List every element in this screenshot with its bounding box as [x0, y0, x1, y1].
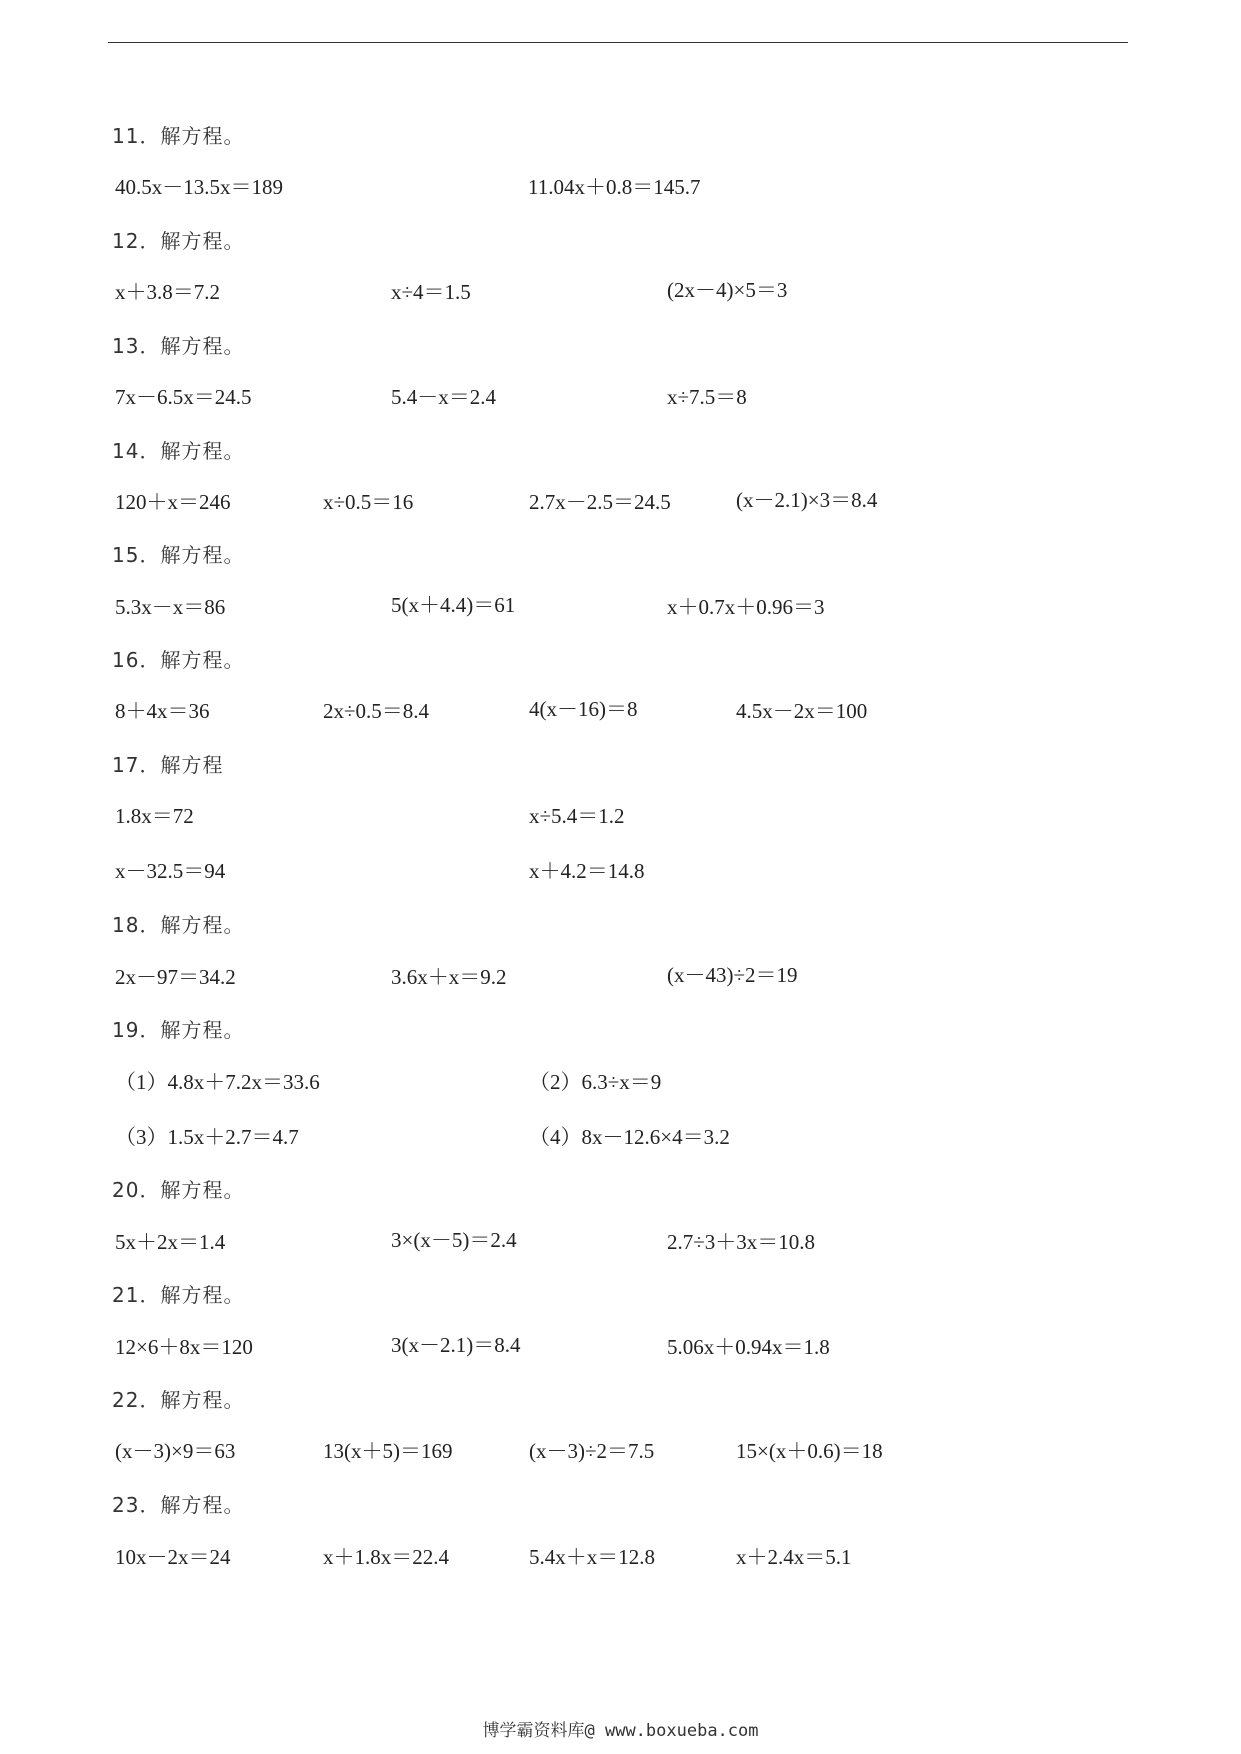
- problem-14-eq-1: 120＋x＝246: [115, 490, 231, 514]
- problem-12-heading: 12．解方程。: [112, 229, 245, 253]
- problem-16-eq-3: 4(x－16)＝8: [529, 697, 638, 721]
- problem-23-eq-3: 5.4x＋x＝12.8: [529, 1545, 655, 1569]
- problem-20-eq-2: 3×(x－5)＝2.4: [391, 1228, 517, 1252]
- problem-22-eq-1: (x－3)×9＝63: [115, 1439, 236, 1463]
- problem-13-eq-2: 5.4－x＝2.4: [391, 385, 496, 409]
- problem-21-heading: 21．解方程。: [112, 1283, 245, 1307]
- problem-23-eq-4: x＋2.4x＝5.1: [736, 1545, 852, 1569]
- problem-19-eq-2: （2）6.3÷x＝9: [529, 1070, 662, 1094]
- problem-19-eq-1: （1）4.8x＋7.2x＝33.6: [115, 1070, 320, 1094]
- problem-17-heading: 17．解方程: [112, 753, 224, 777]
- problem-23-eq-2: x＋1.8x＝22.4: [323, 1545, 449, 1569]
- problem-11-heading: 11．解方程。: [112, 124, 245, 148]
- problem-15-eq-1: 5.3x－x＝86: [115, 595, 226, 619]
- problem-19-eq-4: （4）8x－12.6×4＝3.2: [529, 1125, 730, 1149]
- header-rule: [108, 42, 1128, 43]
- problem-22-eq-2: 13(x＋5)＝169: [323, 1439, 453, 1463]
- problem-16-eq-4: 4.5x－2x＝100: [736, 699, 868, 723]
- problem-20-eq-1: 5x＋2x＝1.4: [115, 1230, 226, 1254]
- footer-watermark: 博学霸资料库@ www.boxueba.com: [482, 1721, 759, 1741]
- problem-19-heading: 19．解方程。: [112, 1018, 245, 1042]
- problem-18-eq-3: (x－43)÷2＝19: [667, 963, 798, 987]
- problem-14-eq-4: (x－2.1)×3＝8.4: [736, 488, 878, 512]
- problem-12-eq-3: (2x－4)×5＝3: [667, 278, 788, 302]
- problem-21-eq-3: 5.06x＋0.94x＝1.8: [667, 1335, 830, 1359]
- problem-13-eq-3: x÷7.5＝8: [667, 385, 747, 409]
- problem-13-heading: 13．解方程。: [112, 334, 245, 358]
- problem-11-eq-2: 11.04x＋0.8＝145.7: [528, 175, 701, 199]
- problem-14-eq-3: 2.7x－2.5＝24.5: [529, 490, 671, 514]
- problem-21-eq-2: 3(x－2.1)＝8.4: [391, 1333, 521, 1357]
- problem-17-eq-3: x－32.5＝94: [115, 859, 226, 883]
- problem-18-eq-2: 3.6x＋x＝9.2: [391, 965, 507, 989]
- problem-22-eq-4: 15×(x＋0.6)＝18: [736, 1439, 883, 1463]
- problem-14-eq-2: x÷0.5＝16: [323, 490, 414, 514]
- problem-12-eq-1: x＋3.8＝7.2: [115, 280, 220, 304]
- problem-17-eq-4: x＋4.2＝14.8: [529, 859, 645, 883]
- problem-12-eq-2: x÷4＝1.5: [391, 280, 471, 304]
- problem-16-eq-1: 8＋4x＝36: [115, 699, 210, 723]
- problem-17-eq-1: 1.8x＝72: [115, 804, 194, 828]
- problem-22-eq-3: (x－3)÷2＝7.5: [529, 1439, 655, 1463]
- problem-15-eq-2: 5(x＋4.4)＝61: [391, 593, 516, 617]
- problem-16-eq-2: 2x÷0.5＝8.4: [323, 699, 430, 723]
- problem-20-heading: 20．解方程。: [112, 1178, 245, 1202]
- problem-19-eq-3: （3）1.5x＋2.7＝4.7: [115, 1125, 299, 1149]
- problem-15-eq-3: x＋0.7x＋0.96＝3: [667, 595, 825, 619]
- problem-20-eq-3: 2.7÷3＋3x＝10.8: [667, 1230, 816, 1254]
- problem-22-heading: 22．解方程。: [112, 1388, 245, 1412]
- problem-13-eq-1: 7x－6.5x＝24.5: [115, 385, 252, 409]
- problem-14-heading: 14．解方程。: [112, 439, 245, 463]
- problem-18-eq-1: 2x－97＝34.2: [115, 965, 236, 989]
- problem-23-heading: 23．解方程。: [112, 1493, 245, 1517]
- problem-11-eq-1: 40.5x－13.5x＝189: [115, 175, 283, 199]
- problem-15-heading: 15．解方程。: [112, 543, 245, 567]
- problem-21-eq-1: 12×6＋8x＝120: [115, 1335, 253, 1359]
- problem-17-eq-2: x÷5.4＝1.2: [529, 804, 625, 828]
- problem-16-heading: 16．解方程。: [112, 648, 245, 672]
- problem-23-eq-1: 10x－2x＝24: [115, 1545, 231, 1569]
- problem-18-heading: 18．解方程。: [112, 913, 245, 937]
